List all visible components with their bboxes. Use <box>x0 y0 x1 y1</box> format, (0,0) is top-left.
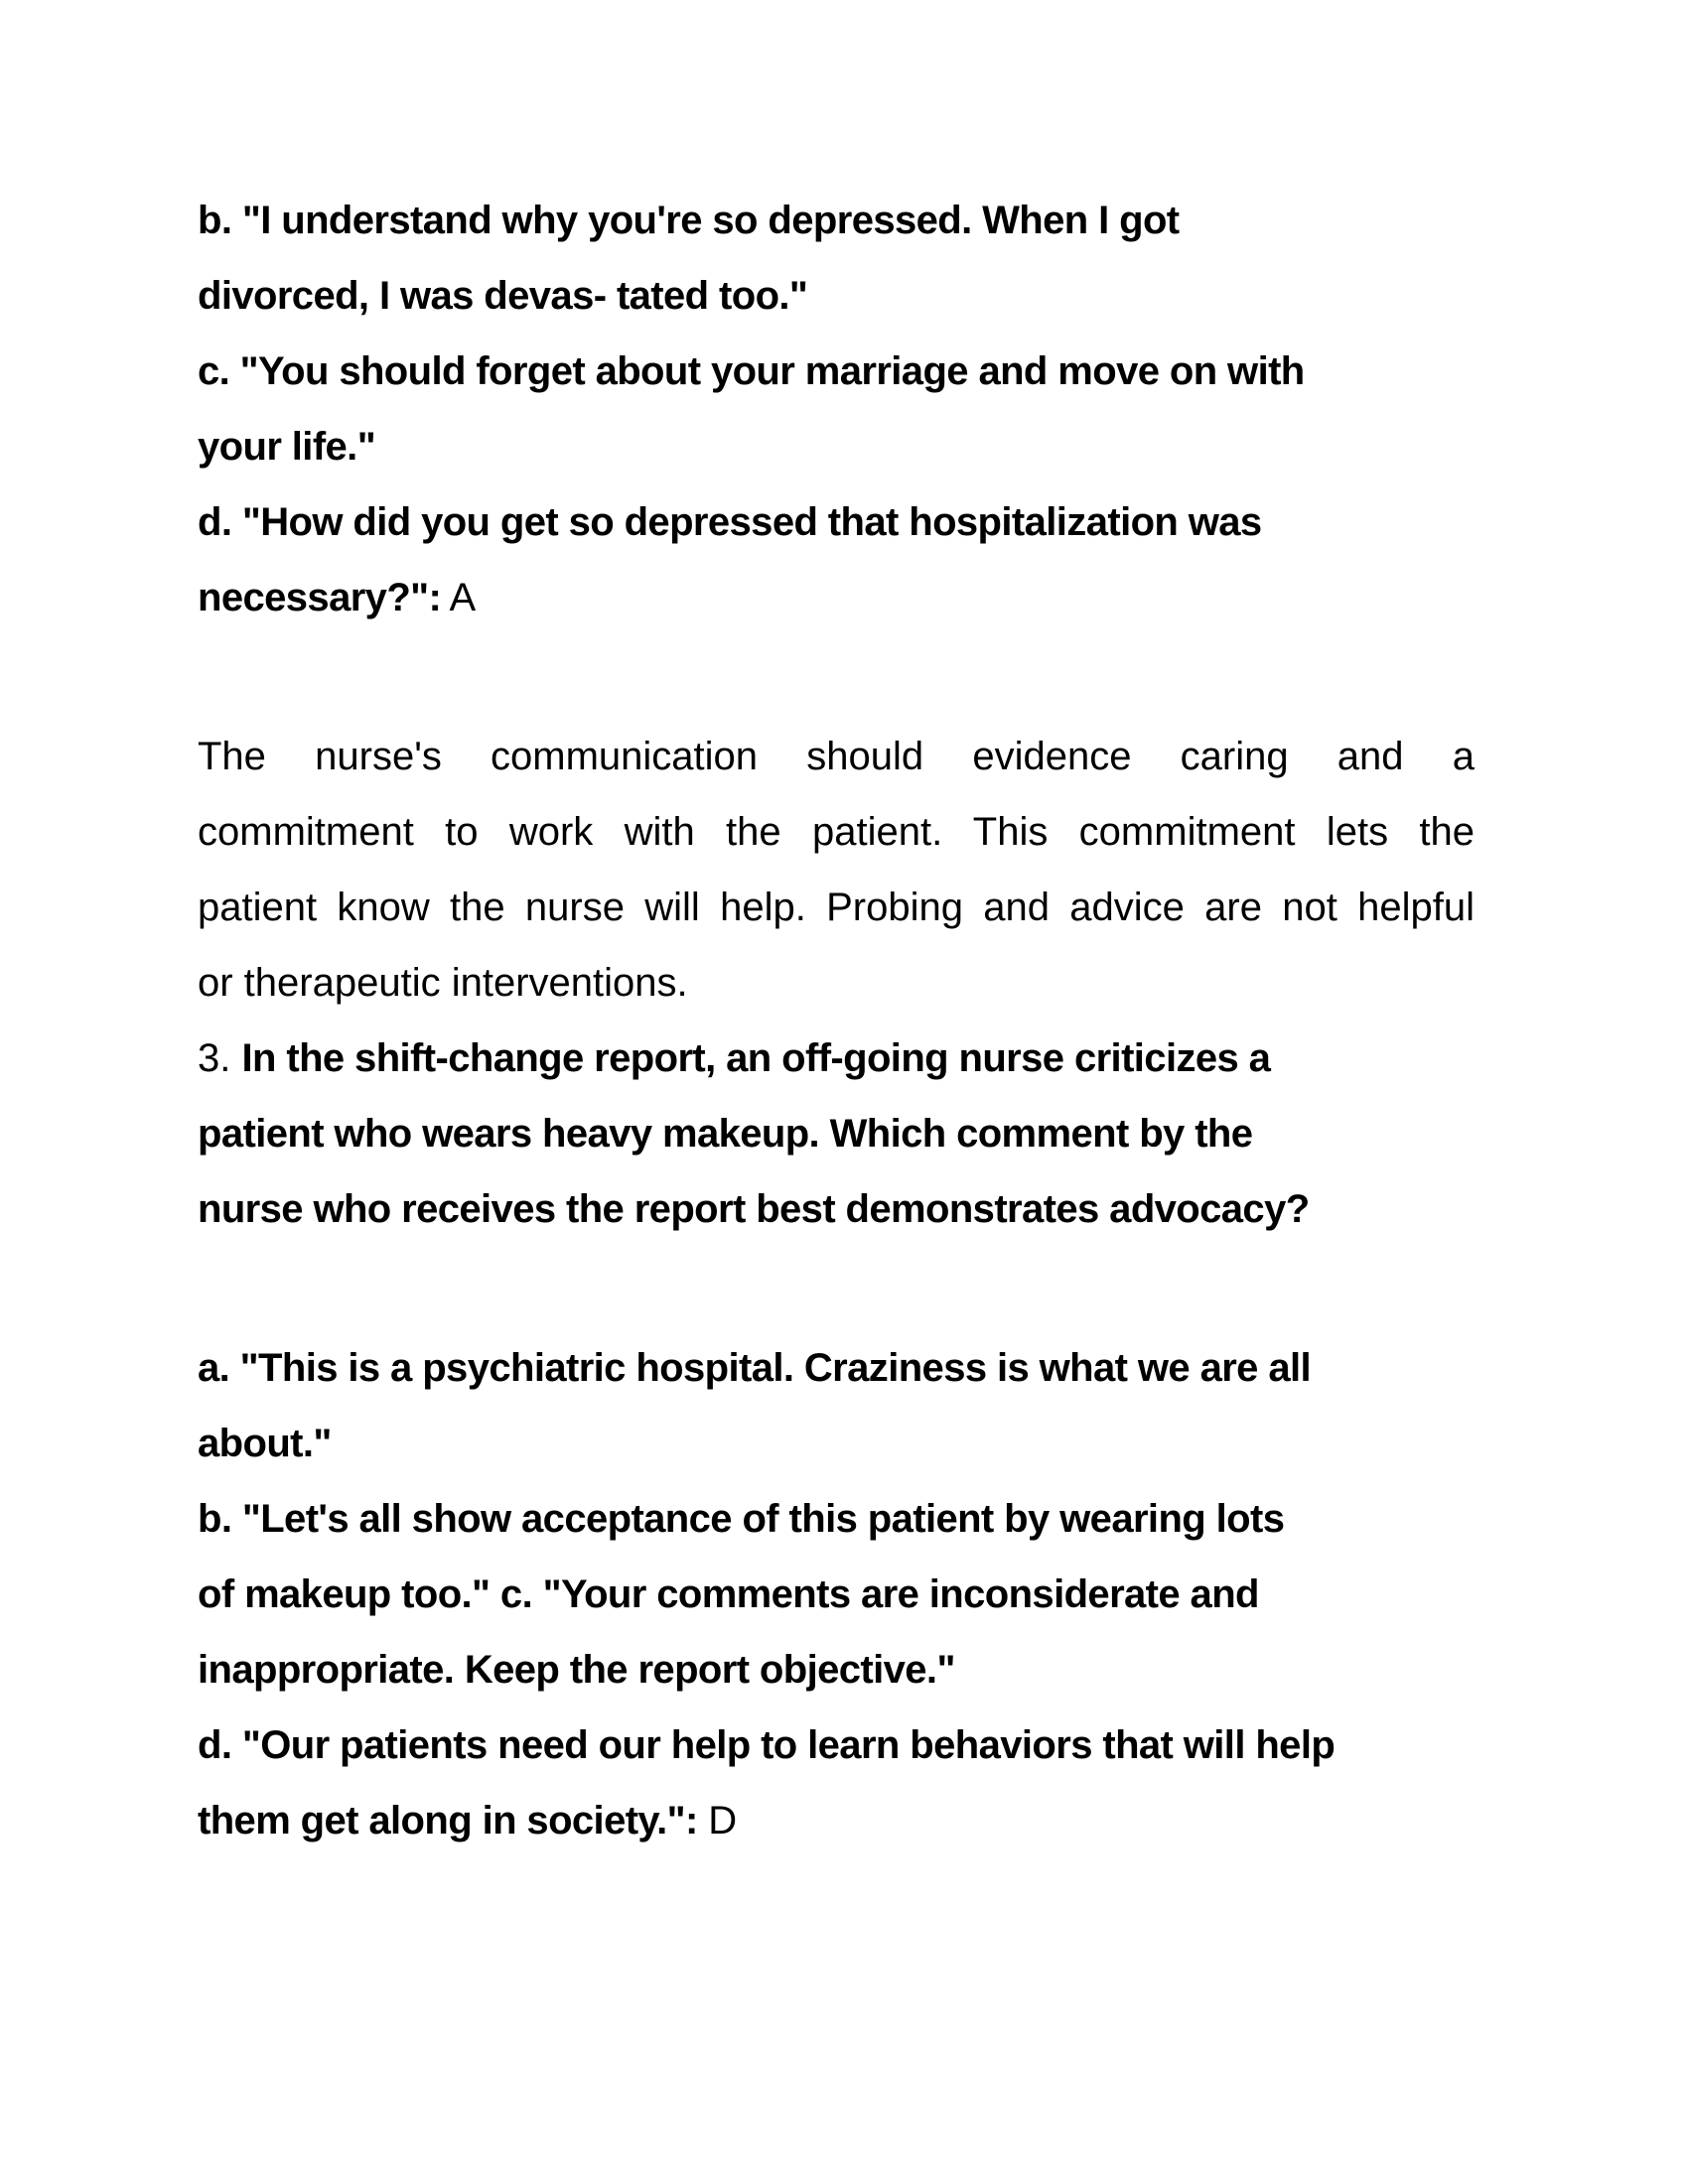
q3-number: 3. <box>198 1036 242 1080</box>
rationale-line: patient know the nurse will help. Probing and advice are not helpful <box>198 886 1475 929</box>
q3-option-a-line1: a. "This is a psychiatric hospital. Craziness is what we are all <box>198 1346 1312 1390</box>
document-page <box>198 183 1475 1858</box>
q3-option-d-line2 <box>198 1783 1475 1858</box>
q2-option-c-line2: your life." <box>198 425 376 469</box>
rationale-line: The nurse's communication should evidence caring and a <box>198 735 1475 778</box>
rationale-line: commitment to work with the patient. This commitment lets the <box>198 810 1475 854</box>
q2-option-b-line1: b. "I understand why you're so depressed. When I got <box>198 199 1180 242</box>
q2-option-d-line1: d. "How did you get so depressed that hospitalization was <box>198 500 1262 544</box>
q3-option-d-text: them get along in society.": <box>198 1799 698 1843</box>
q2-option-c-line1: c. "You should forget about your marriage and move on with <box>198 349 1305 393</box>
q3-stem-line3: nurse who receives the report best demonstrates advocacy? <box>198 1187 1310 1231</box>
q3-stem-line1 <box>198 1021 1475 1096</box>
q3-option-c-line2: inappropriate. Keep the report objective." <box>198 1648 955 1692</box>
q2-option-d-text: necessary?": <box>198 576 442 619</box>
q2-option-b-line2: divorced, I was devas- tated too." <box>198 274 808 318</box>
spacer <box>198 1247 1475 1330</box>
q3-stem-line2: patient who wears heavy makeup. Which comment by the <box>198 1112 1253 1156</box>
q3-option-b-line1: b. "Let's all show acceptance of this patient by wearing lots <box>198 1497 1285 1541</box>
q3-option-b-c-line: of makeup too." c. "Your comments are inconsiderate and <box>198 1572 1259 1616</box>
q3-option-d-line1: d. "Our patients need our help to learn behaviors that will help <box>198 1723 1336 1767</box>
q3-stem-text: In the shift-change report, an off-going nurse criticizes a <box>241 1036 1271 1080</box>
q3-answer: D <box>697 1799 737 1843</box>
q2-option-d-line2 <box>198 560 1475 635</box>
spacer <box>198 635 1475 719</box>
q3-option-a-line2: about." <box>198 1422 332 1465</box>
rationale-line: or therapeutic interventions. <box>198 961 688 1005</box>
q2-answer: A <box>441 576 476 619</box>
